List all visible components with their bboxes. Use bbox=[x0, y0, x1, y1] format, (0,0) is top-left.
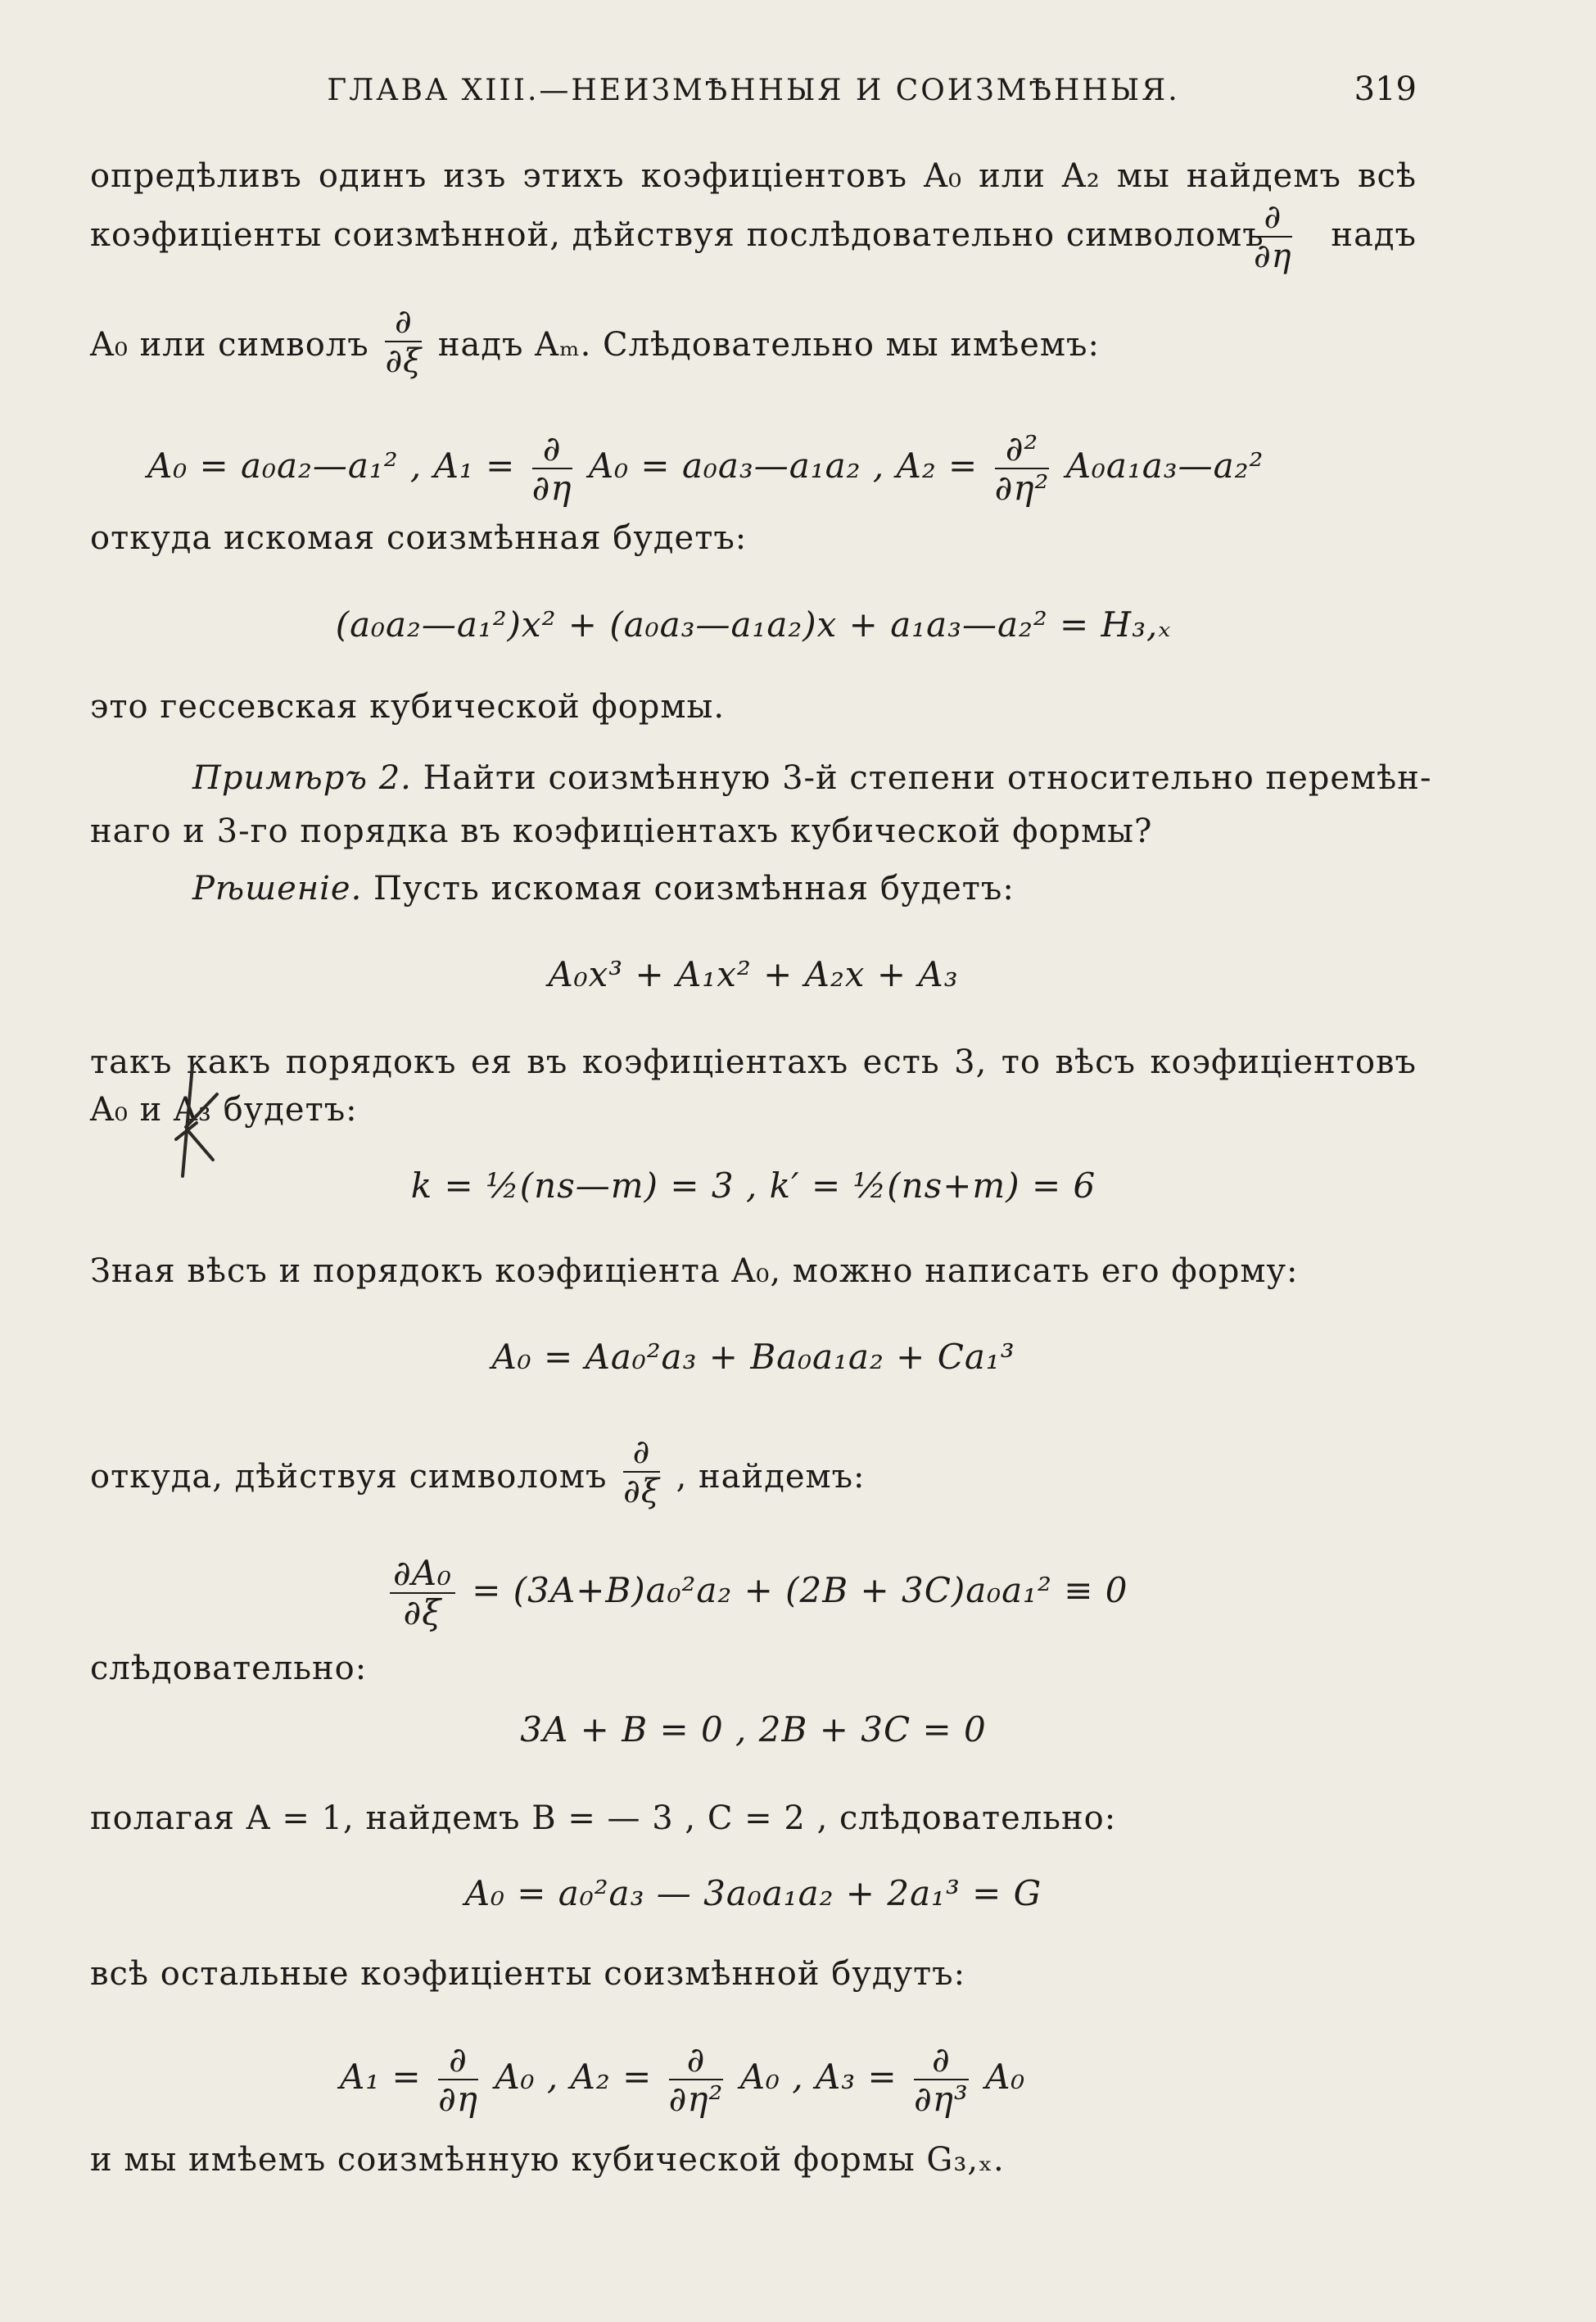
paragraph-line: A₀ и A₃ будетъ: bbox=[90, 1091, 358, 1129]
fraction-numerator: ∂A₀ bbox=[390, 1555, 455, 1594]
equation-9 bbox=[340, 2041, 1404, 2118]
paragraph-line: это гессевская кубической формы. bbox=[90, 688, 726, 726]
paragraph-line: всѣ остальные коэфиціенты соизмѣнной будутъ: bbox=[90, 1955, 966, 1993]
fraction-d-dxi bbox=[623, 1433, 660, 1510]
paragraph-line: и мы имѣемъ соизмѣнную кубической формы G₃,ₓ. bbox=[90, 2141, 1005, 2179]
fraction-denominator: ∂η bbox=[1254, 238, 1292, 275]
fraction-numerator: ∂ bbox=[532, 430, 572, 469]
paragraph-line: откуда искомая соизмѣнная будетъ: bbox=[90, 519, 748, 557]
fraction-numerator: ∂ bbox=[623, 1433, 660, 1473]
fraction-d-deta2 bbox=[669, 2041, 724, 2118]
equation-part: A₀ , A₃ = bbox=[739, 2057, 897, 2097]
equation-5: A₀ = Aa₀²a₃ + Ba₀a₁a₂ + Ca₁³ bbox=[491, 1337, 1015, 1377]
paragraph-line bbox=[90, 1433, 1417, 1510]
paragraph-line: полагая A = 1, найдемъ B = — 3 , C = 2 , слѣдовательно: bbox=[90, 1799, 1117, 1837]
fraction-denominator: ∂η³ bbox=[914, 2079, 969, 2119]
paragraph-line bbox=[90, 758, 1432, 799]
equation-8: A₀ = a₀²a₃ — 3a₀a₁a₂ + 2a₁³ = G bbox=[464, 1873, 1042, 1913]
text-span: надъ Aₘ. Слѣдовательно мы имѣемъ: bbox=[437, 326, 1100, 364]
equation-part: A₀ bbox=[985, 2057, 1026, 2097]
paragraph-line bbox=[90, 198, 1417, 275]
equation-part: A₀ , A₂ = bbox=[495, 2057, 653, 2097]
equation-part: A₀a₁a₃—a₂² bbox=[1065, 446, 1264, 486]
chapter-title: ГЛАВА XIII.—НЕИЗМѢННЫЯ И СОИЗМѢННЫЯ. bbox=[327, 74, 1180, 107]
fraction-d-deta3 bbox=[914, 2041, 969, 2118]
paragraph-line: опредѣливъ одинъ изъ этихъ коэфиціентовъ A₀ или A₂ мы найдемъ всѣ bbox=[90, 157, 1417, 195]
example-label: Примѣръ 2. bbox=[192, 759, 412, 797]
fraction-denominator: ∂ξ bbox=[385, 342, 423, 380]
equation-1 bbox=[147, 430, 1376, 507]
running-header bbox=[90, 70, 1417, 123]
equation-6 bbox=[385, 1555, 1368, 1632]
paragraph-line: Зная вѣсъ и порядокъ коэфиціента A₀, можно написать его форму: bbox=[90, 1252, 1299, 1290]
text-span: Найти соизмѣнную 3-й степени относительно перемѣн- bbox=[423, 759, 1432, 797]
equation-4: k = ½(ns—m) = 3 , k′ = ½(ns+m) = 6 bbox=[410, 1166, 1096, 1206]
fraction-numerator: ∂ bbox=[1254, 198, 1292, 238]
equation-part: = (3A+B)a₀²a₂ + (2B + 3C)a₀a₁² ≡ 0 bbox=[472, 1570, 1128, 1610]
text-span: Пусть искомая соизмѣнная будетъ: bbox=[373, 870, 1015, 908]
text-span: , найдемъ: bbox=[676, 1458, 866, 1496]
fraction-denominator: ∂ξ bbox=[623, 1473, 660, 1510]
equation-3: A₀x³ + A₁x² + A₂x + A₃ bbox=[548, 954, 959, 994]
paragraph-line bbox=[90, 303, 1417, 380]
fraction-denominator: ∂ξ bbox=[403, 1592, 442, 1632]
equation-2: (a₀a₂—a₁²)x² + (a₀a₃—a₁a₂)x + a₁a₃—a₂² = H₃,ₓ bbox=[335, 604, 1172, 645]
equation-7: 3A + B = 0 , 2B + 3C = 0 bbox=[520, 1709, 987, 1749]
fraction-numerator: ∂ bbox=[385, 303, 422, 342]
solution-label: Рѣшеніе. bbox=[192, 870, 363, 908]
fraction-denominator: ∂η bbox=[438, 2079, 478, 2119]
fraction-numerator: ∂ bbox=[914, 2041, 969, 2080]
fraction-d-deta bbox=[532, 430, 572, 507]
fraction-numerator: ∂² bbox=[995, 430, 1050, 469]
text-span: надъ bbox=[1331, 216, 1417, 254]
text-span: A₀ или символъ bbox=[90, 326, 369, 364]
fraction-d-dxi bbox=[385, 303, 422, 380]
page-number: 319 bbox=[1354, 70, 1417, 108]
fraction-d-deta bbox=[438, 2041, 478, 2118]
fraction-denominator: ∂η bbox=[531, 468, 572, 508]
fraction-denominator: ∂η² bbox=[994, 468, 1050, 508]
equation-part: A₁ = bbox=[340, 2057, 422, 2097]
fraction-d2-deta2 bbox=[995, 430, 1050, 507]
fraction-denominator: ∂η² bbox=[668, 2079, 724, 2119]
fraction-d-deta bbox=[1254, 198, 1292, 275]
paragraph-line: слѣдовательно: bbox=[90, 1650, 368, 1687]
text-span: коэфиціенты соизмѣнной, дѣйствуя послѣдовательно символомъ bbox=[90, 216, 1264, 254]
paragraph-line: наго и 3-го порядка въ коэфиціентахъ кубической формы? bbox=[90, 812, 1153, 850]
fraction-numerator: ∂ bbox=[669, 2041, 724, 2080]
text-span: откуда, дѣйствуя символомъ bbox=[90, 1458, 608, 1496]
paragraph-line bbox=[90, 868, 1417, 909]
fraction-dA0-dxi bbox=[390, 1555, 455, 1632]
equation-part: A₀ = a₀a₃—a₁a₂ , A₂ = bbox=[588, 446, 979, 486]
equation-part: A₀ = a₀a₂—a₁² , A₁ = bbox=[147, 446, 516, 486]
fraction-numerator: ∂ bbox=[438, 2041, 478, 2080]
paragraph-line: такъ какъ порядокъ ея въ коэфиціентахъ есть 3, то вѣсъ коэфиціентовъ bbox=[90, 1043, 1417, 1081]
